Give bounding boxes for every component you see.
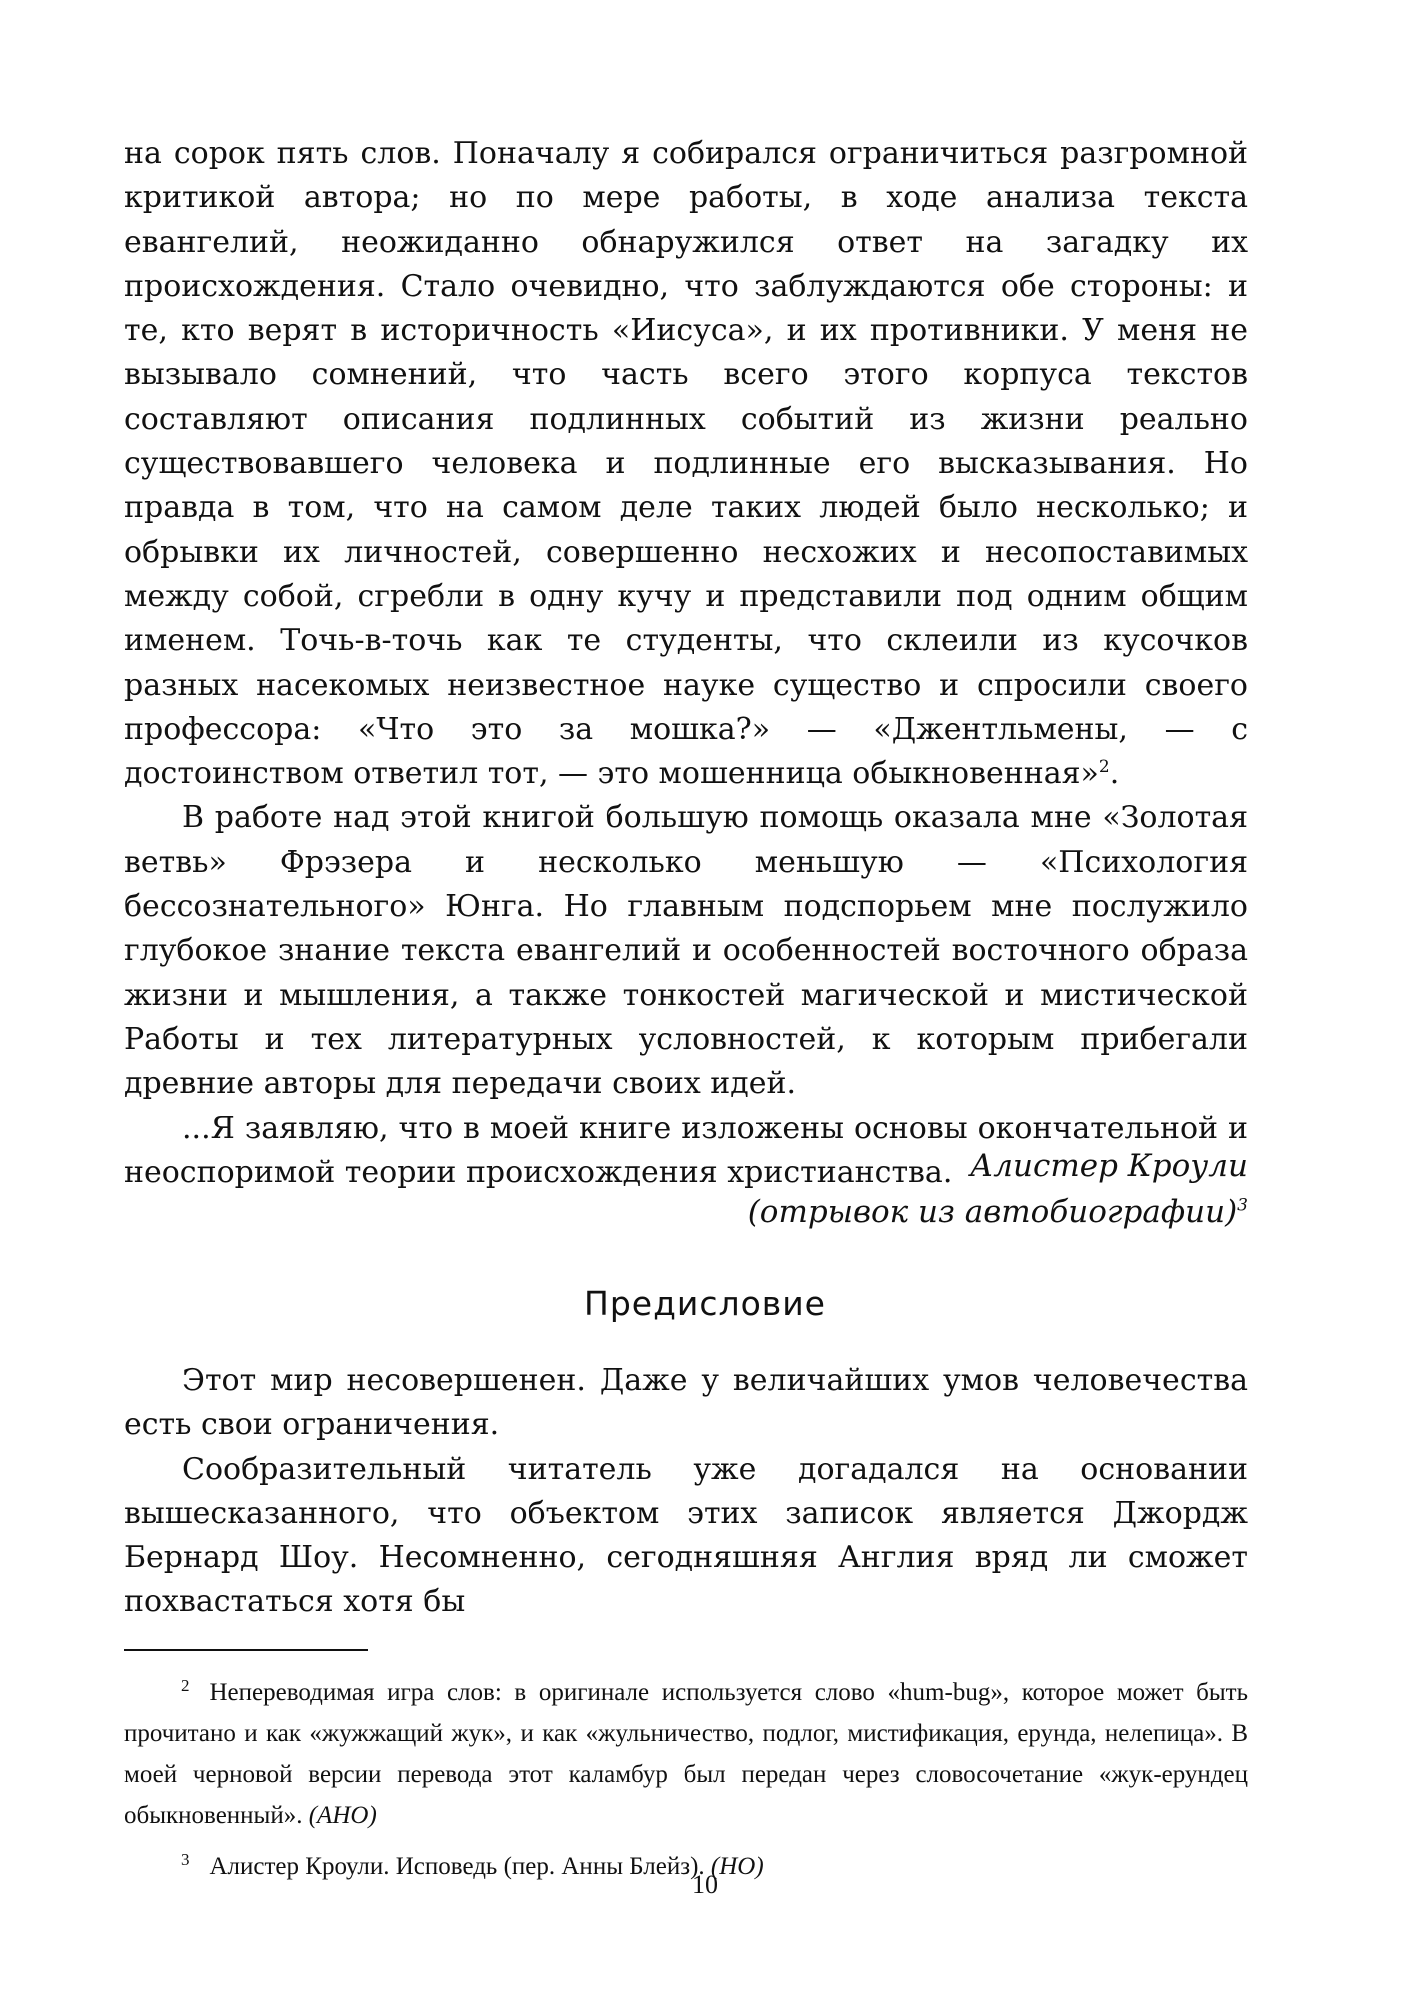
footnote-3-text: Алистер Кроули. Исповедь (пер. Анны Блейз). xyxy=(209,1853,711,1880)
signature xyxy=(748,1143,1248,1235)
paragraph-1-tail: . xyxy=(1109,756,1120,792)
paragraph-2: В работе над этой книгой большую помощь оказала мне «Золотая ветвь» Фрэзера и несколько меньшую — «Психология бессознательного» Юнга. Но главным подспорьем мне послужило глубокое знание текста евангелий и особенностей восточного образа жизни и мышления, а также тонкостей магической и мистической Работы и тех литературных условностей, к которым прибегали древние авторы для передачи своих идей. xyxy=(124,800,1248,1102)
footnote-3-number: 3 xyxy=(181,1849,190,1869)
section-paragraph-2: Сообразительный читатель уже догадался на основании вышесказанного, что объектом этих записок является Джордж Бернард Шоу. Несомненно, сегодняшняя Англия вряд ли сможет похвастаться хотя бы xyxy=(124,1451,1248,1620)
paragraph-1 xyxy=(124,132,1248,796)
footnote-divider xyxy=(124,1649,368,1651)
signature-author: Алистер Кроули xyxy=(969,1148,1248,1184)
footnotes xyxy=(124,1672,1248,1897)
footnote-ref-3[interactable]: 3 xyxy=(1237,1195,1248,1216)
section-text xyxy=(124,1359,1248,1625)
section-paragraph-1: Этот мир несовершенен. Даже у величайших умов человечества есть свои ограничения. xyxy=(124,1363,1248,1443)
main-text xyxy=(124,132,1248,1195)
footnote-2-number: 2 xyxy=(181,1675,190,1695)
footnote-2 xyxy=(124,1672,1248,1836)
paragraph-1-text: на сорок пять слов. Поначалу я собирался ограничиться разгромной критикой автора; но по мере работы, в ходе анализа текста евангелий, неожиданно обнаружился ответ на загадку их происхождения. Стало очевидно, что заблуждаются обе стороны: и те, кто верят в историчность «Иисуса», и их противники. У меня не вызывало сомнений, что часть всего этого корпуса текстов составляют описания подлинных событий из жизни реально существовавшего человека и подлинные его высказывания. Но правда в том, что на самом деле таких людей было несколько; и обрывки их личностей, совершенно несхожих и несопоставимых между собой, сгребли в одну кучу и представили под одним общим именем. Точь-в-точь как те студенты, что склеили из кусочков разных насекомых неизвестное науке существо и спросили своего профессора: «Что это за мошка?» — «Джентльмены, — с достоинством ответил тот, — это мошенница обыкновенная» xyxy=(124,136,1248,792)
page-number: 10 xyxy=(692,1870,718,1899)
footnote-ref-2[interactable]: 2 xyxy=(1098,757,1110,778)
footnote-2-tag: (АНО) xyxy=(308,1802,377,1829)
footnote-2-text: Непереводимая игра слов: в оригинале используется слово «hum-bug», которое может быть прочитано и как «жужжащий жук», и как «жульничество, подлог, мистификация, ерунда, нелепица». В моей черновой версии перевода этот каламбур был передан через словосочетание «жук-ерундец обыкновенный». xyxy=(124,1679,1248,1829)
footnote-3-tag: (НО) xyxy=(710,1853,764,1880)
section-title: Предисловие xyxy=(584,1284,826,1323)
paragraph-3: ...Я заявляю, что в моей книге изложены основы окончательной и неоспоримой теории происхождения христианства. xyxy=(124,1110,1248,1190)
signature-source: (отрывок из автобиографии) xyxy=(747,1194,1238,1230)
signature-source-line xyxy=(748,1189,1248,1235)
